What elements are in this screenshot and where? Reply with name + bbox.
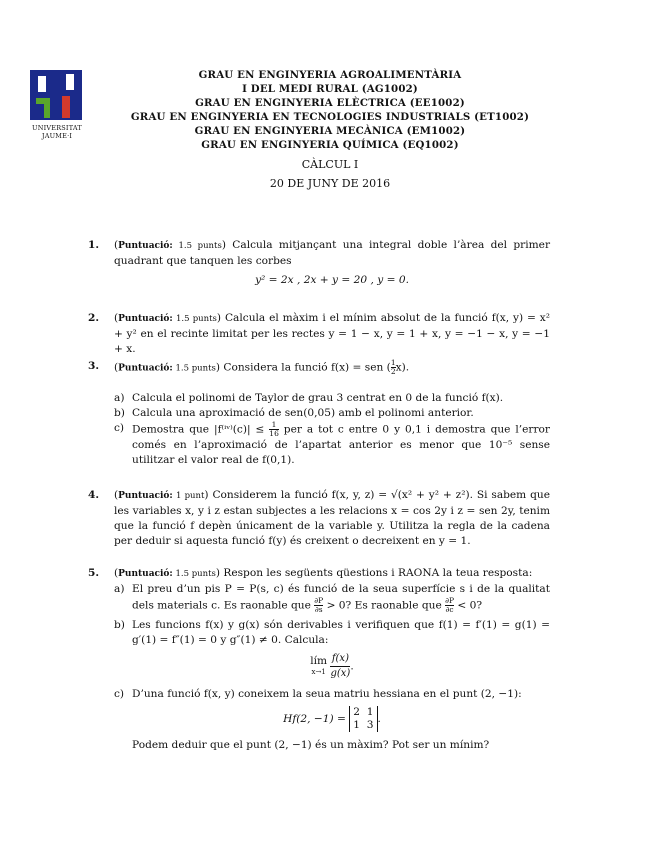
item-b: b) Les funcions f(x) y g(x) són derivables i verifiquen que f(1) = f′(1) = g(1) = g′(1) = f″(1) = 0 y g″(1) ≠ 0. Calcula:	[114, 619, 550, 646]
fraction: $\frac{1}{16}$	[269, 419, 279, 438]
item-c: c) D’una funció f(x, y) coneixem la seua matriu hessiana en el punt (2, −1):	[114, 688, 522, 700]
question-2: 2. (Puntuació: 1.5 punts) Calcula el màxim i el mínim absolut de la funció f(x, y) = x² + y² en el recinte limitat per les rectes y = 1 − x, y = 1 + x, y = −1 − x, y = −1 + x.	[88, 312, 550, 355]
subject-title: CÀLCUL I	[301, 158, 359, 171]
question-4: 4. (Puntuació: 1 punt) Considerem la funció f(x, y, z) = √(x² + y² + z²). Si sabem que les variables x, y i z estan subjectes a les relacions x = cos 2y i z = sen 2y, tenim que la funció f depèn únicament de la variable y. Utilitza la regla de la cadena per deduir si aquesta funció f(y) és creixent o decreixent en y = 1.	[88, 489, 550, 547]
question-text: Considerem la funció f(x, y, z) = √(x² + y² + z²). Si sabem que les variables x, y i z estan subjectes a les relacions x = cos 2y i z = sen 2y, tenim que la funció f depèn únicament de la variable y. Utilitza la regla de la cadena per deduir si aquesta funció f(y) és creixent o decreixent en y = 1.	[114, 489, 550, 547]
exam-date: 20 DE JUNY DE 2016	[269, 177, 391, 190]
question-3: 3. (Puntuació: 1.5 punts) Considera la funció f(x) = sen ( $\frac{1}{2}$ x). a) Calcula el polinomi de Taylor de grau 3 centrat en 0 de la funció f(x). b) Calcula una aproximació de sen(0,05) amb el polinomi anterior. c) Demostra que |f⁽ⁱᵛ⁾(c)| ≤ $\frac{1}{16}$ per a tot c entre 0 y 0,1 i demostra que l’error comés en l’aproximació de l’apartat anterior es menor que 10⁻⁵ sense utilitzar el valor real de f(0,1).	[88, 358, 550, 466]
degree-line: GRAU EN ENGINYERIA AGROALIMENTÀRIA	[198, 69, 462, 81]
item-a: a) El preu d’un pis P = P(s, c) és funció de la seua superfície s i de la qualitat dels materials c. Es raonable que $\frac{\partial P}{\partial s}$ > 0? Es raonable que $\frac{\partial P}{\partial c}$ < 0?	[114, 583, 550, 614]
question-formula: y² = 2x , 2x + y = 20 , y = 0.	[255, 274, 409, 286]
question-1: 1. (Puntuació: 1.5 punts) Calcula mitjançant una integral doble l’àrea del primer quadrant que tanquen les corbes y² = 2x , 2x + y = 20 , y = 0.	[88, 239, 551, 286]
item-b: b) Calcula una aproximació de sen(0,05) amb el polinomi anterior.	[114, 406, 474, 419]
degree-line: GRAU EN ENGINYERIA MECÀNICA (EM1002)	[194, 125, 466, 137]
degree-line: I DEL MEDI RURAL (AG1002)	[242, 83, 418, 95]
hessian-formula: Hf(2, −1) = 2 1 1 3 .	[283, 706, 381, 731]
partial-derivative: $\frac{\partial P}{\partial c}$	[445, 596, 455, 614]
question-5: 5. (Puntuació: 1.5 punts) Respon les següents qüestions i RAONA la teua resposta: a) El preu d’un pis P = P(s, c) és funció de la seua superfície s i de la qualitat dels materials c. Es raonable que $\frac{\partial P}{\partial s}$ > 0? Es raonable que $\frac{\partial P}{\partial c}$ < 0? b) Les funcions f(x) y g(x) són derivables i verifiquen que f(1) = f′(1) = g(1) = g′(1) = f″(1) = 0 y g″(1) ≠ 0. Calcula: lím x→1 $\frac{f(x)}{g(x)}$ . c) D’una funció f(x, y) coneixem la seua matriu hessiana en el punt (2, −1): Hf(2, −1) = 2 1 1 3 . Podem deduir que el punt (2, −1) és un màxim? Pot ser un mínim?	[88, 567, 550, 751]
fraction: $\frac{1}{2}$	[390, 358, 396, 376]
question-text: Respon les següents qüestions i RAONA la teua resposta:	[223, 567, 533, 579]
hessian-matrix: 2 1 1 3	[349, 706, 377, 732]
item-a: a) Calcula el polinomi de Taylor de grau 3 centrat en 0 de la funció f(x).	[114, 391, 504, 404]
item-c-question: Podem deduir que el punt (2, −1) és un màxim? Pot ser un mínim?	[132, 739, 490, 751]
degree-line: GRAU EN ENGINYERIA ELÈCTRICA (EE1002)	[195, 97, 465, 109]
limit-formula: lím x→1 $\frac{f(x)}{g(x)}$ .	[310, 653, 354, 679]
question-text: Calcula el màxim i el mínim absolut de la funció f(x, y) = x² + y² en el recinte limitat per les rectes y = 1 − x, y = 1 + x, y = −1 − x, y = −1 + x.	[114, 312, 550, 355]
university-logo-text: UNIVERSITAT JAUME·I	[32, 124, 82, 140]
item-c: c) Demostra que |f⁽ⁱᵛ⁾(c)| ≤ $\frac{1}{16}$ per a tot c entre 0 y 0,1 i demostra que l’error comés en l’aproximació de l’apartat anterior es menor que 10⁻⁵ sense utilitzar el valor real de f(0,1).	[114, 419, 550, 466]
partial-derivative: $\frac{\partial P}{\partial s}$	[314, 596, 324, 614]
degree-line: GRAU EN ENGINYERIA EN TECNOLOGIES INDUSTRIALS (ET1002)	[130, 111, 530, 123]
degree-line: GRAU EN ENGINYERIA QUÍMICA (EQ1002)	[201, 139, 459, 151]
question-text: Calcula mitjançant una integral doble l’àrea del primer quadrant que tanquen les corbes	[114, 239, 551, 267]
degree-list	[110, 68, 550, 152]
